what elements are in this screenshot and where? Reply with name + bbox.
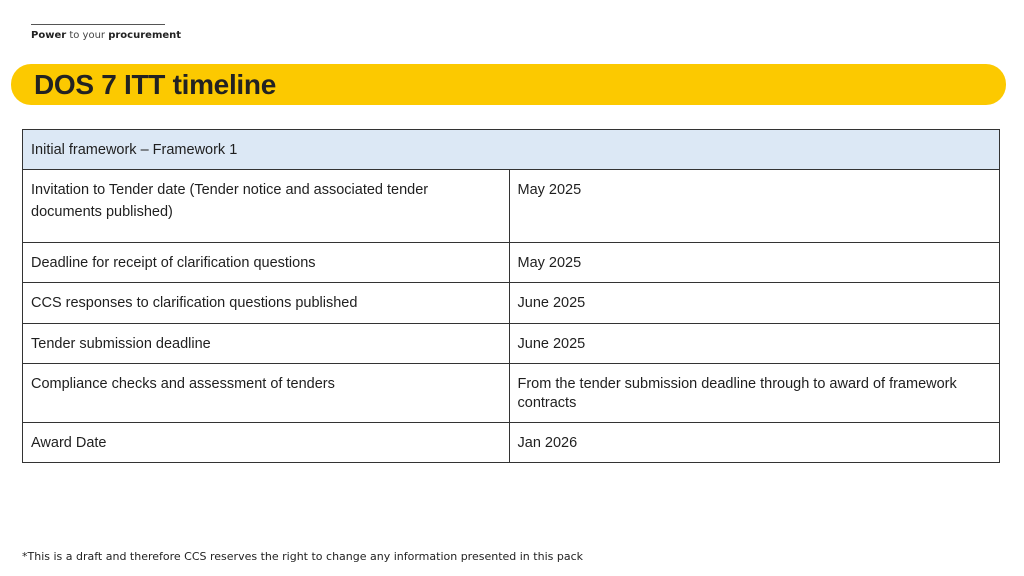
row-value: May 2025 [509,170,1000,243]
row-label: Compliance checks and assessment of tenders [23,364,510,423]
row-label: Deadline for receipt of clarification questions [23,243,510,283]
table-header-row [23,130,1000,170]
logo-rule [31,24,165,25]
row-value: May 2025 [509,243,1000,283]
table-row [23,423,1000,463]
row-label: CCS responses to clarification questions published [23,283,510,324]
row-label: Award Date [23,423,510,463]
logo-part-to-your: to your [66,30,109,41]
row-value: From the tender submission deadline through to award of framework contracts [509,364,1000,423]
table-row [23,170,1000,243]
logo-part-procurement: procurement [108,30,182,41]
row-label: Tender submission deadline [23,324,510,364]
row-label: Invitation to Tender date (Tender notice and associated tender documents published) [23,170,510,243]
row-value: Jan 2026 [509,423,1000,463]
table-row [23,283,1000,324]
row-value: June 2025 [509,324,1000,364]
row-value: June 2025 [509,283,1000,324]
table-row [23,243,1000,283]
logo-part-power: Power [31,30,67,41]
table-header-cell: Initial framework – Framework 1 [23,130,1000,170]
page-title: DOS 7 ITT timeline [34,68,276,100]
table-row [23,324,1000,364]
logo-text [31,30,182,41]
timeline-table [22,129,1000,463]
title-bar [11,64,1006,105]
logo [31,24,182,41]
footnote: *This is a draft and therefore CCS reserves the right to change any information presented in this pack [22,550,583,563]
table-row [23,364,1000,423]
